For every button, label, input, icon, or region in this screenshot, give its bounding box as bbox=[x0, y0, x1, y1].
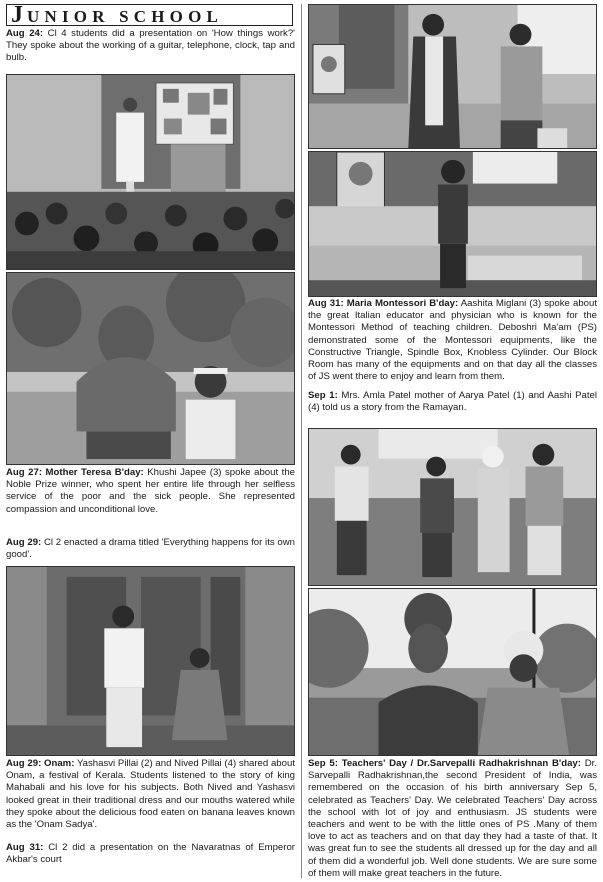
photo-mother-teresa bbox=[6, 272, 295, 465]
section-header bbox=[6, 4, 293, 26]
aug24-text: Cl 4 students did a presentation on 'How things work?' They spoke about the working of a guitar, telephone, clock, tap and bulb. bbox=[6, 28, 295, 64]
aug27-paragraph bbox=[6, 467, 295, 516]
photo-radhakrishnan-bust bbox=[308, 588, 597, 756]
sep1-date: Sep 1: bbox=[308, 390, 338, 401]
sep5-paragraph bbox=[308, 758, 597, 880]
aug31-left-text: Cl 2 did a presentation on the Navaratnas of Emperor Akbar's court bbox=[6, 842, 295, 866]
header-title: UNIOR SCHOOL bbox=[27, 7, 224, 26]
right-column bbox=[308, 4, 597, 878]
aug29b-date: Aug 29: Onam: bbox=[6, 758, 75, 769]
sep1-paragraph bbox=[308, 390, 597, 414]
aug29a-date: Aug 29: bbox=[6, 537, 42, 548]
aug27-date: Aug 27: Mother Teresa B'day: bbox=[6, 467, 144, 478]
sep5-text: Dr. Sarvepalli Radhakrishnan,the second President of India, was remembered on the occasion of his birth anniversary Sep 5, celebrated as Teachers' Day. We celebrated Teachers' Day across the school with lot of joy and enthusiasm. JS students were teachers and went to be with the little ones of PS .Many of them love to act as teachers and on that day they had a taste of that. It was great fun to see the students all dressed up for the day and all of them did a wonderful job. Well done students. We are sure some of them will make great teachers in the future. bbox=[308, 758, 597, 879]
aug31-left-paragraph bbox=[6, 842, 295, 866]
photo-montessori-demo bbox=[308, 4, 597, 149]
photo-aashita-speaking bbox=[308, 151, 597, 297]
photo-presentation bbox=[6, 74, 295, 270]
aug31-right-paragraph bbox=[308, 298, 597, 383]
aug27-text: Khushi Japee (3) spoke about the Noble Prize winner, who spent her entire life through her selfless service of the poor and the sick people. She represented compassion and unconditional love. bbox=[6, 467, 295, 515]
aug24-date: Aug 24: bbox=[6, 28, 44, 39]
left-column bbox=[6, 4, 295, 878]
column-divider bbox=[301, 4, 302, 878]
aug24-paragraph bbox=[6, 28, 295, 65]
aug29b-text: Yashasvi Pillai (2) and Nived Pillai (4) shared about Onam, a festival of Kerala. Students listened to the story of king Mahabali and his love for his subjects. Both Nived and Yashasvi looked great in their traditional dress and our mouths watered while they spoke about the delicious food eaten on banana leaves known as the 'Onam Sadya'. bbox=[6, 758, 295, 831]
sep1-text: Mrs. Amla Patel mother of Aarya Patel (1) and Aashi Patel (4) told us a story from the Ramayan. bbox=[308, 390, 597, 414]
aug29a-text: Cl 2 enacted a drama titled 'Everything happens for its own good'. bbox=[6, 537, 295, 561]
photo-ramayan-story bbox=[308, 428, 597, 586]
aug29a-paragraph bbox=[6, 537, 295, 561]
header-initial: J bbox=[11, 2, 27, 28]
aug31-left-date: Aug 31: bbox=[6, 842, 44, 853]
aug29b-paragraph bbox=[6, 758, 295, 831]
aug31-right-text: Aashita Miglani (3) spoke about the great Italian educator and physician who is known for the Montessori Method of teaching children. Deboshri Ma'am (PS) demonstrated some of the Montessori equipments, like the Constructive Triangle, Spindle Box, Knobless Cylinder. Our Block Room has many of the equipments and on that day all the classes of JS went there to enjoy and learn from them. bbox=[308, 298, 597, 383]
aug31-right-date: Aug 31: Maria Montessori B'day: bbox=[308, 298, 459, 309]
sep5-date: Sep 5: Teachers' Day / Dr.Sarvepalli Radhakrishnan B'day: bbox=[308, 758, 581, 769]
photo-onam bbox=[6, 566, 295, 756]
